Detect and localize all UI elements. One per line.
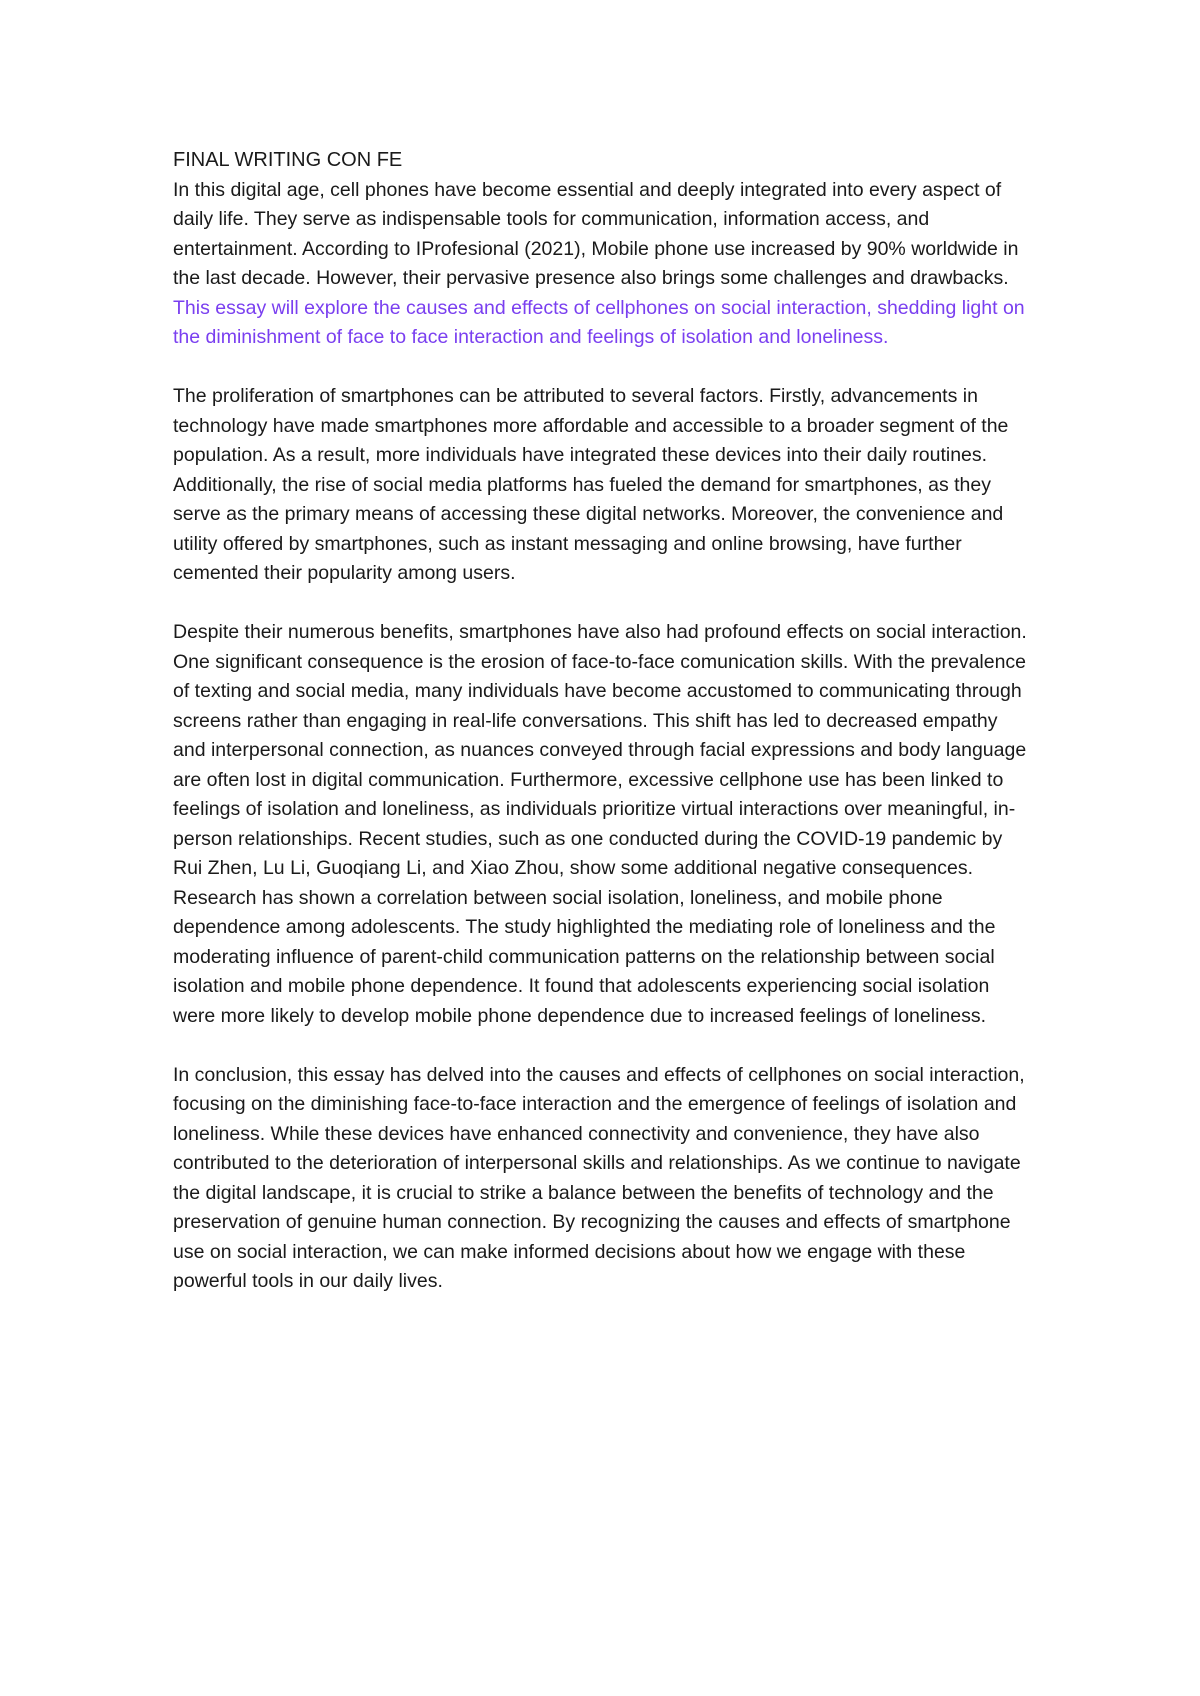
paragraph-introduction [173,176,1035,353]
thesis-statement: This essay will explore the causes and effects of cellphones on social interaction, shedding light on the diminishment of face to face interaction and feelings of isolation and loneliness. [173,296,1025,348]
paragraph-conclusion: In conclusion, this essay has delved into the causes and effects of cellphones on social interaction, focusing on the diminishing face-to-face interaction and the emergence of feelings of isolation and loneliness. While these devices have enhanced connectivity and convenience, they have also contributed to the deterioration of interpersonal skills and relationships. As we continue to navigate the digital landscape, it is crucial to strike a balance between the benefits of technology and the preservation of genuine human connection. By recognizing the causes and effects of smartphone use on social interaction, we can make informed decisions about how we engage with these powerful tools in our daily lives. [173,1063,1025,1292]
paragraph-introduction-text: In this digital age, cell phones have become essential and deeply integrated into every aspect of daily life. They serve as indispensable tools for communication, information access, and entertainment. According to IProfesional (2021), Mobile phone use increased by 90% worldwide in the last decade. However, their pervasive presence also brings some challenges and drawbacks. [173,178,1019,289]
paragraph-causes: The proliferation of smartphones can be attributed to several factors. Firstly, advancements in technology have made smartphones more affordable and accessible to a broader segment of the population. As a result, more individuals have integrated these devices into their daily routines. Additionally, the rise of social media platforms has fueled the demand for smartphones, as they serve as the primary means of accessing these digital networks. Moreover, the convenience and utility offered by smartphones, such as instant messaging and online browsing, have further cemented their popularity among users. [173,385,1009,584]
document-title: FINAL WRITING CON FE [173,149,403,171]
paragraph-effects: Despite their numerous benefits, smartphones have also had profound effects on social interaction. One significant consequence is the erosion of face-to-face comunication skills. With the prevalence of texting and social media, many individuals have become accustomed to communicating through screens rather than engaging in real-life conversations. This shift has led to decreased empathy and interpersonal connection, as nuances conveyed through facial expressions and body language are often lost in digital communication. Furthermore, excessive cellphone use has been linked to feelings of isolation and loneliness, as individuals prioritize virtual interactions over meaningful, in-person relationships. Recent studies, such as one conducted during the COVID-19 pandemic by Rui Zhen, Lu Li, Guoqiang Li, and Xiao Zhou, show some additional negative consequences. Research has shown a correlation between social isolation, loneliness, and mobile phone dependence among adolescents. The study highlighted the mediating role of loneliness and the moderating influence of parent-child communication patterns on the relationship between social isolation and mobile phone dependence. It found that adolescents experiencing social isolation were more likely to develop mobile phone dependence due to increased feelings of loneliness. [173,621,1027,1027]
document-body [173,146,1035,1326]
